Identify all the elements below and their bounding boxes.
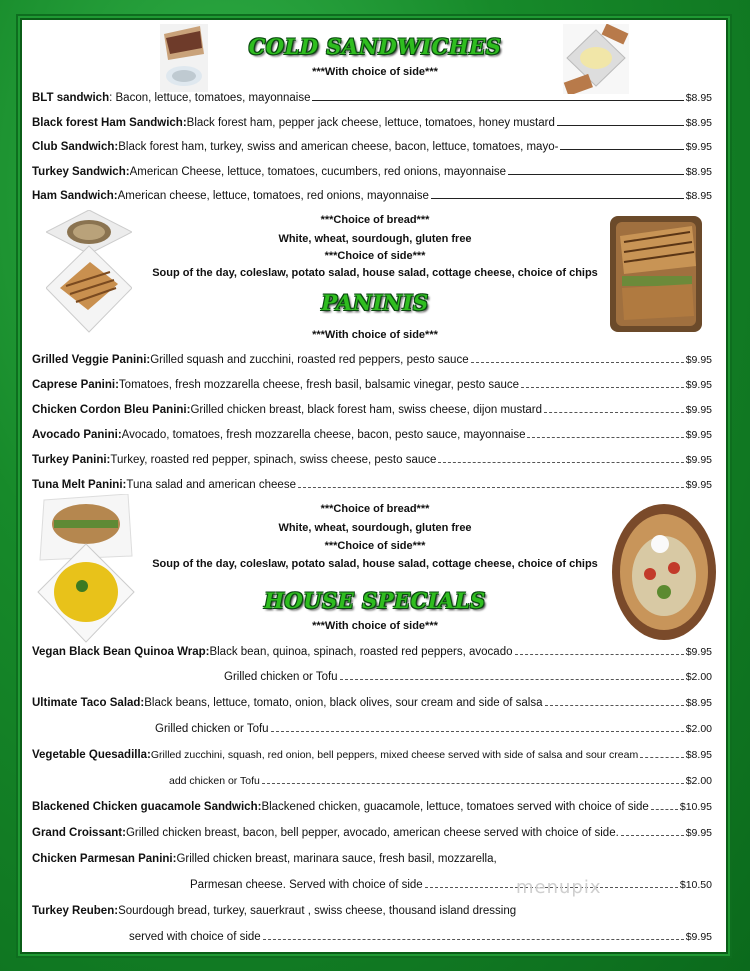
item-description: Blackened chicken, guacamole, lettuce, tomatoes served with choice of side xyxy=(261,801,649,813)
item-name: BLT sandwich xyxy=(32,92,110,104)
menu-item-continued xyxy=(129,931,712,947)
item-name: Vegan Black Bean Quinoa Wrap: xyxy=(32,646,210,658)
menu-item-addon xyxy=(169,775,712,791)
menu-item xyxy=(32,404,712,420)
leader-line xyxy=(262,783,684,784)
item-description: American cheese, lettuce, tomatoes, red onions, mayonnaise xyxy=(117,190,429,202)
item-price: $9.95 xyxy=(685,404,712,416)
section-title-house-specials: HOUSE SPECIALS xyxy=(264,588,486,613)
paninis-side-list: Soup of the day, coleslaw, potato salad, house salad, cottage cheese, choice of chips xyxy=(152,558,598,570)
item-name: Chicken Parmesan Panini: xyxy=(32,853,177,865)
item-description: Sourdough bread, turkey, sauerkraut , swiss cheese, thousand island dressing xyxy=(118,905,517,917)
menu-item xyxy=(32,166,712,182)
menu-item xyxy=(32,905,712,921)
item-price: $9.95 xyxy=(685,141,712,153)
leader-line xyxy=(312,100,683,101)
item-price: $8.95 xyxy=(685,697,712,709)
item-price: $10.95 xyxy=(679,801,712,813)
menu-item xyxy=(32,853,712,869)
item-name: Caprese Panini: xyxy=(32,379,119,391)
item-description: Avocado, tomatoes, fresh mozzarella cheese, bacon, pesto sauce, mayonnaise xyxy=(121,429,526,441)
cold-side-list: Soup of the day, coleslaw, potato salad, house salad, cottage cheese, choice of chips xyxy=(152,267,598,279)
cold-bread-title: ***Choice of bread*** xyxy=(320,214,430,226)
section-title-cold-sandwiches: COLD SANDWICHES xyxy=(248,34,502,59)
leader-line xyxy=(431,198,684,199)
leader-line xyxy=(640,757,683,758)
item-name: Turkey Sandwich: xyxy=(32,166,130,178)
item-name: Turkey Panini: xyxy=(32,454,111,466)
item-price: $9.95 xyxy=(685,354,712,366)
item-name: Avocado Panini: xyxy=(32,429,122,441)
item-name: Grilled Veggie Panini: xyxy=(32,354,151,366)
leader-line xyxy=(557,125,684,126)
item-description: Grilled zucchini, squash, red onion, bell peppers, mixed cheese served with side of salsa and sour cream xyxy=(150,749,639,761)
menu-item xyxy=(32,354,712,370)
leader-line xyxy=(271,731,684,732)
item-description: served with choice of side xyxy=(129,931,261,943)
leader-line xyxy=(263,939,684,940)
watermark: menupix xyxy=(516,877,602,898)
item-price: $8.95 xyxy=(685,166,712,178)
item-name: Chicken Cordon Bleu Panini: xyxy=(32,404,191,416)
menu-item xyxy=(32,190,712,206)
cold-bread-list: White, wheat, sourdough, gluten free xyxy=(278,233,472,245)
cold-side-title: ***Choice of side*** xyxy=(324,250,426,262)
menu-item xyxy=(32,92,712,108)
leader-line xyxy=(521,387,684,388)
item-price: $10.50 xyxy=(679,879,712,891)
section-title-paninis: PANINIS xyxy=(321,290,429,315)
menu-item xyxy=(32,429,712,445)
item-description: Grilled chicken breast, bacon, bell pepper, avocado, american cheese served with choice of side. xyxy=(125,827,619,839)
item-name: Vegetable Quesadilla: xyxy=(32,749,151,761)
item-description: Grilled squash and zucchini, roasted red peppers, pesto sauce xyxy=(150,354,469,366)
paninis-bread-title: ***Choice of bread*** xyxy=(320,503,430,515)
item-description: Parmesan cheese. Served with choice of side xyxy=(190,879,423,891)
menu-item xyxy=(32,141,712,157)
item-description: Tomatoes, fresh mozzarella cheese, fresh basil, balsamic vinegar, pesto sauce xyxy=(118,379,520,391)
item-name: Ultimate Taco Salad: xyxy=(32,697,145,709)
paninis-side-note: ***With choice of side*** xyxy=(312,329,438,341)
leader-line xyxy=(508,174,684,175)
leader-line xyxy=(515,654,684,655)
item-description: Black beans, lettuce, tomato, onion, black olives, sour cream and side of salsa xyxy=(144,697,543,709)
item-description: American Cheese, lettuce, tomatoes, cucumbers, red onions, mayonnaise xyxy=(129,166,507,178)
item-name: Tuna Melt Panini: xyxy=(32,479,127,491)
item-price: $9.95 xyxy=(685,646,712,658)
specials-side-note: ***With choice of side*** xyxy=(312,620,438,632)
menu-item xyxy=(32,454,712,470)
item-description: Turkey, roasted red pepper, spinach, swiss cheese, pesto sauce xyxy=(110,454,437,466)
item-description: Black forest ham, pepper jack cheese, lettuce, tomatoes, honey mustard xyxy=(186,117,555,129)
menu-item xyxy=(32,379,712,395)
item-description: Black bean, quinoa, spinach, roasted red peppers, avocado xyxy=(209,646,513,658)
item-price: $2.00 xyxy=(685,671,712,683)
item-description: Grilled chicken or Tofu xyxy=(155,723,269,735)
item-description: add chicken or Tofu xyxy=(169,775,260,787)
item-name: Blackened Chicken guacamole Sandwich: xyxy=(32,801,262,813)
item-price: $8.95 xyxy=(685,749,712,761)
item-description: Grilled chicken breast, marinara sauce, fresh basil, mozzarella, xyxy=(176,853,497,865)
item-price: $8.95 xyxy=(685,92,712,104)
leader-line xyxy=(438,462,683,463)
paninis-side-title: ***Choice of side*** xyxy=(324,540,426,552)
leader-line xyxy=(560,149,683,150)
item-price: $9.95 xyxy=(685,931,712,943)
leader-line xyxy=(544,412,684,413)
menu-item xyxy=(32,749,712,765)
leader-line xyxy=(471,362,684,363)
menu-item xyxy=(32,479,712,495)
menu-item xyxy=(32,697,712,713)
item-name: Club Sandwich: xyxy=(32,141,119,153)
item-price: $9.95 xyxy=(685,379,712,391)
paninis-bread-list: White, wheat, sourdough, gluten free xyxy=(278,522,472,534)
item-description: Tuna salad and american cheese xyxy=(126,479,296,491)
item-description: Grilled chicken breast, black forest ham, swiss cheese, dijon mustard xyxy=(190,404,543,416)
item-name: Black forest Ham Sandwich: xyxy=(32,117,187,129)
item-description: : Bacon, lettuce, tomatoes, mayonnaise xyxy=(109,92,311,104)
item-price: $2.00 xyxy=(685,723,712,735)
item-price: $9.95 xyxy=(685,479,712,491)
item-name: Grand Croissant: xyxy=(32,827,126,839)
leader-line xyxy=(298,487,684,488)
item-description: Black forest ham, turkey, swiss and american cheese, bacon, lettuce, tomatoes, mayo- xyxy=(118,141,559,153)
item-description: Grilled chicken or Tofu xyxy=(224,671,338,683)
leader-line xyxy=(651,809,678,810)
item-price: $9.95 xyxy=(685,454,712,466)
leader-line xyxy=(527,437,683,438)
leader-line xyxy=(621,835,684,836)
leader-line xyxy=(545,705,684,706)
item-price: $2.00 xyxy=(685,775,712,787)
soup-sandwich-photo xyxy=(563,24,629,94)
menu-item xyxy=(32,646,712,662)
menu-item-continued xyxy=(190,879,712,895)
item-price: $9.95 xyxy=(685,429,712,441)
menu-item xyxy=(32,827,712,843)
item-price: $8.95 xyxy=(685,117,712,129)
item-price: $8.95 xyxy=(685,190,712,202)
menu-item xyxy=(32,117,712,133)
item-price: $9.95 xyxy=(685,827,712,839)
leader-line xyxy=(340,679,684,680)
cold-side-note: ***With choice of side*** xyxy=(312,66,438,78)
item-name: Ham Sandwich: xyxy=(32,190,118,202)
item-name: Turkey Reuben: xyxy=(32,905,119,917)
menu-item xyxy=(32,801,712,817)
menu-item-addon xyxy=(155,723,712,739)
menu-item-addon xyxy=(224,671,712,687)
